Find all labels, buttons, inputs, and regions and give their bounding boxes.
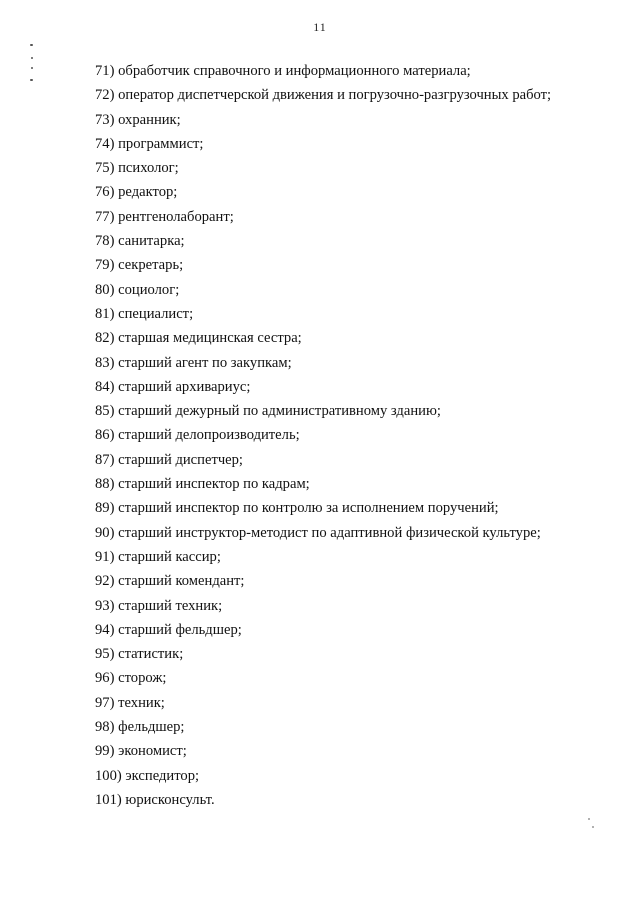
item-number: 99) <box>95 743 115 760</box>
item-text: старший делопроизводитель; <box>118 427 300 444</box>
list-item <box>95 521 615 545</box>
item-number: 82) <box>95 330 115 347</box>
list-item <box>95 399 615 423</box>
scan-speck <box>30 44 33 46</box>
item-text: программист; <box>118 135 204 152</box>
item-text: редактор; <box>118 184 178 201</box>
list-item <box>95 423 615 447</box>
item-number: 76) <box>95 184 115 201</box>
item-number: 91) <box>95 548 115 565</box>
item-text: специалист; <box>118 305 194 322</box>
page-number: 11 <box>313 20 327 34</box>
list-item <box>95 569 615 593</box>
item-number: 87) <box>95 451 115 468</box>
item-number: 80) <box>95 281 115 298</box>
item-number: 83) <box>95 354 115 371</box>
item-number: 90) <box>95 524 115 541</box>
item-number: 75) <box>95 160 115 177</box>
list-item <box>95 691 615 715</box>
list-item <box>95 642 615 666</box>
item-number: 72) <box>95 87 115 104</box>
item-text: рентгенолаборант; <box>118 208 234 225</box>
item-number: 89) <box>95 500 115 517</box>
list-item <box>95 278 615 302</box>
item-number: 79) <box>95 257 115 274</box>
item-text: техник; <box>118 694 165 711</box>
item-text: старший инспектор по кадрам; <box>118 476 310 493</box>
item-text: старший инспектор по контролю за исполнением поручений; <box>118 500 499 517</box>
list-item <box>95 83 615 107</box>
item-number: 78) <box>95 233 115 250</box>
list-item <box>95 326 615 350</box>
scan-speck <box>592 826 594 828</box>
item-number: 73) <box>95 111 115 128</box>
list-item <box>95 764 615 788</box>
item-text: старший техник; <box>118 597 223 614</box>
item-text: экономист; <box>118 743 187 760</box>
job-titles-list <box>95 59 615 812</box>
item-number: 81) <box>95 305 115 322</box>
item-text: старший фельдшер; <box>118 621 242 638</box>
item-text: экспедитор; <box>125 767 200 784</box>
item-text: статистик; <box>118 646 184 663</box>
list-item <box>95 108 615 132</box>
list-item <box>95 229 615 253</box>
item-number: 74) <box>95 135 115 152</box>
item-text: старший кассир; <box>118 548 221 565</box>
item-text: секретарь; <box>118 257 184 274</box>
item-text: старший диспетчер; <box>118 451 243 468</box>
item-number: 101) <box>95 791 122 808</box>
item-number: 96) <box>95 670 115 687</box>
list-item <box>95 545 615 569</box>
item-text: старший инструктор-методист по адаптивной физической культуре; <box>118 524 541 541</box>
item-number: 84) <box>95 378 115 395</box>
item-text: старший агент по закупкам; <box>118 354 292 371</box>
item-number: 86) <box>95 427 115 444</box>
item-number: 93) <box>95 597 115 614</box>
list-item <box>95 666 615 690</box>
list-item <box>95 253 615 277</box>
list-item <box>95 472 615 496</box>
list-item <box>95 594 615 618</box>
item-text: психолог; <box>118 160 179 177</box>
item-number: 100) <box>95 767 122 784</box>
list-item <box>95 132 615 156</box>
item-text: санитарка; <box>118 233 185 250</box>
item-number: 97) <box>95 694 115 711</box>
list-item <box>95 59 615 83</box>
item-text: охранник; <box>118 111 181 128</box>
item-number: 77) <box>95 208 115 225</box>
item-number: 71) <box>95 63 115 79</box>
list-item <box>95 302 615 326</box>
item-text: сторож; <box>118 670 167 687</box>
list-item <box>95 788 615 812</box>
list-item <box>95 156 615 180</box>
list-item <box>95 715 615 739</box>
list-item <box>95 205 615 229</box>
item-number: 85) <box>95 403 115 420</box>
item-number: 94) <box>95 621 115 638</box>
item-text: обработчик справочного и информационного материала; <box>118 63 471 79</box>
list-item <box>95 496 615 520</box>
scan-speck <box>30 79 33 81</box>
item-number: 88) <box>95 476 115 493</box>
item-text: старший архивариус; <box>118 378 251 395</box>
scan-speck <box>31 57 33 59</box>
item-text: старшая медицинская сестра; <box>118 330 302 347</box>
item-text: фельдшер; <box>118 719 185 736</box>
item-number: 95) <box>95 646 115 663</box>
scan-speck <box>588 818 590 820</box>
item-text: юрисконсульт. <box>125 791 215 808</box>
item-number: 92) <box>95 573 115 590</box>
list-item <box>95 739 615 763</box>
item-text: оператор диспетчерской движения и погрузочно-разгрузочных работ; <box>118 87 552 104</box>
list-item <box>95 448 615 472</box>
list-item <box>95 351 615 375</box>
list-item <box>95 375 615 399</box>
list-item <box>95 618 615 642</box>
scan-speck <box>31 67 33 69</box>
item-text: социолог; <box>118 281 180 298</box>
list-item <box>95 180 615 204</box>
item-number: 98) <box>95 719 115 736</box>
item-text: старший дежурный по административному зданию; <box>118 403 441 420</box>
item-text: старший комендант; <box>118 573 245 590</box>
